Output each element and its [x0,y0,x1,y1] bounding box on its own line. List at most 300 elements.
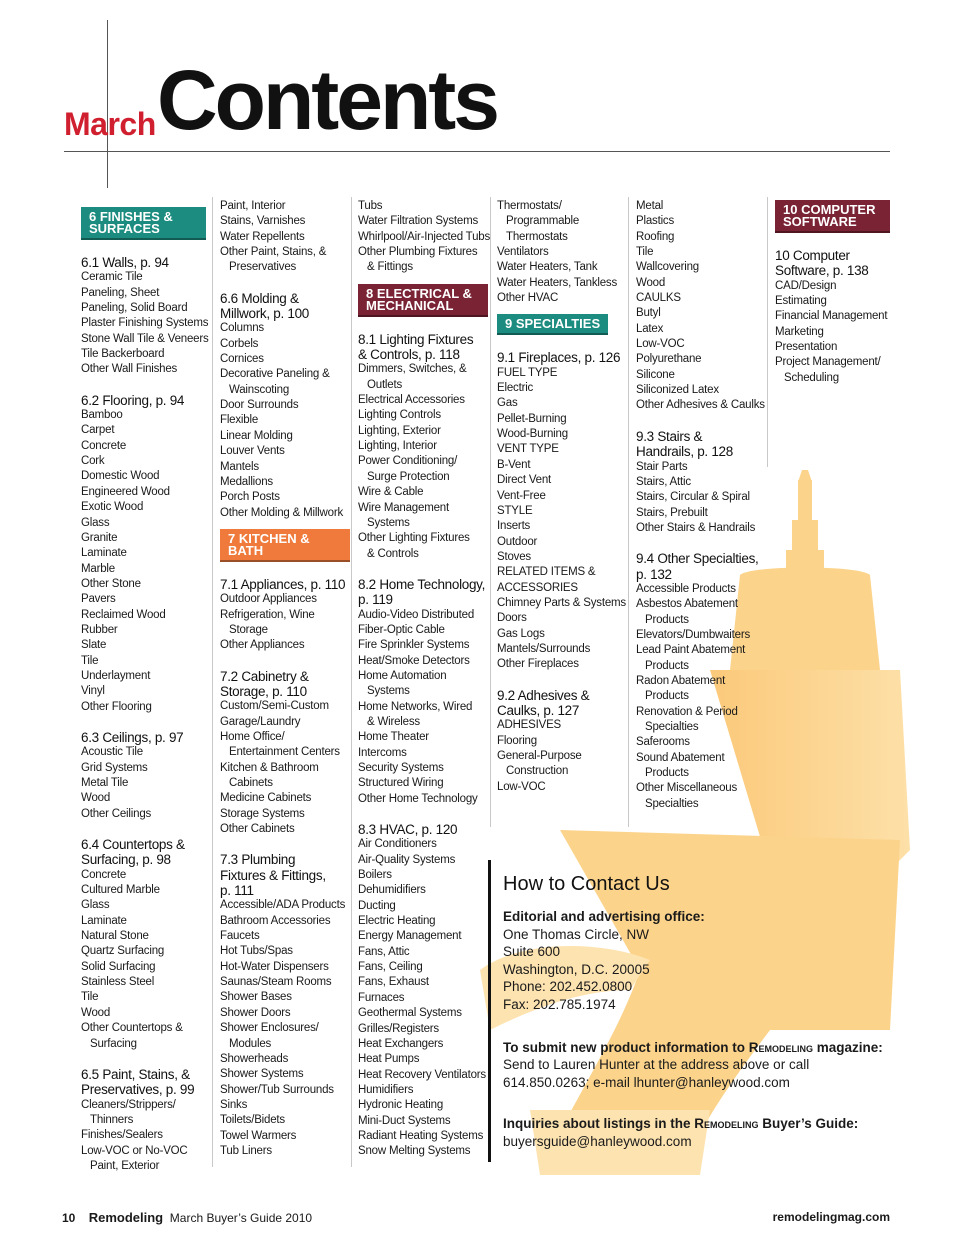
contents-item: Stairs, Circular & Spiral [636,491,750,504]
section-heading: Preservatives, p. 99 [81,1082,195,1098]
contents-item: Roofing [636,230,675,243]
contents-item: Stoves [497,550,531,563]
contents-item: Specialties [645,797,699,810]
contents-item: Other Miscellaneous [636,782,738,795]
section-heading: 7.3 Plumbing [220,852,296,868]
inquiries-block [503,1115,888,1150]
contents-item: Custom/Semi-Custom [220,700,329,713]
contents-item: Air-Quality Systems [358,853,456,866]
contents-item: CAD/Design [775,279,837,292]
section-heading: 6.4 Countertops & [81,837,185,853]
spacer [497,306,627,314]
contents-item: Products [645,659,689,672]
contents-item: Flexible [220,414,259,427]
contents-item: Shower Bases [220,991,292,1004]
contents-item: Financial Management [775,310,888,323]
contents-item: Radiant Heating Systems [358,1129,484,1142]
contents-item: Tile [81,654,99,667]
contact-heading: How to Contact Us [503,873,670,895]
contents-item: Electrical Accessories [358,394,465,407]
contents-item: Modules [229,1037,272,1050]
contents-item: VENT TYPE [497,443,559,456]
contents-item: Corbels [220,337,259,350]
contents-item: Electric Heating [358,915,436,928]
contents-item: Vinyl [81,685,105,698]
section-heading: 8.2 Home Technology, [358,576,486,592]
contents-item: Bathroom Accessories [220,914,331,927]
contents-item: Concrete [81,439,127,452]
contents-item: Heat Recovery Ventilators [358,1068,486,1081]
footer-magazine-name: Remodeling [88,1210,164,1225]
contents-item: & Controls [367,547,419,560]
contents-item: Systems [367,516,410,529]
address-line: One Thomas Circle, NW [503,926,650,942]
contents-item: Solid Surfacing [81,960,156,973]
contents-item: Ventilators [497,246,549,259]
contents-item: Entertainment Centers [229,746,340,759]
footer-website-link[interactable]: remodelingmag.com [772,1210,890,1224]
contents-item: Stairs, Prebuilt [636,506,708,519]
contents-item: Tubs [358,200,383,212]
contents-item: Laminate [81,547,127,560]
office-address-block [503,908,888,1014]
contents-item: Silicone [636,368,675,381]
section-heading: 8.1 Lighting Fixtures [358,331,474,347]
contents-item: Other Wall Finishes [81,363,178,376]
contents-item: Mantels/Surrounds [497,642,591,655]
category-heading-wrapper [358,284,488,317]
contents-item: Fans, Ceiling [358,961,423,974]
section-heading: 6.3 Ceilings, p. 97 [81,729,184,745]
contents-item: Other Countertops & [81,1022,183,1035]
contents-item: Concrete [81,868,127,881]
brand-name: Remodeling [748,1039,813,1055]
submission-line: Send to Lauren Hunter at the address above or call [503,1057,810,1073]
contents-item: Air Conditioners [358,838,437,851]
submission-block [503,1039,888,1092]
contents-item: Hot-Water Dispensers [220,960,329,973]
contents-item: Paint, Exterior [90,1159,160,1172]
contents-item: Geothermal Systems [358,1007,462,1020]
contents-item: Porch Posts [220,491,280,504]
contents-item: Cornices [220,353,264,366]
header-vertical-rule [107,20,108,188]
inquiries-heading-text: Inquiries about listings in the [503,1116,695,1132]
section-heading: 9.2 Adhesives & [497,687,590,703]
column-divider [490,197,491,827]
contents-column-4 [497,199,627,795]
section-heading: p. 132 [636,566,672,582]
contents-item: Saunas/Steam Rooms [220,976,332,989]
contents-item: Renovation & Period [636,705,738,718]
inquiries-email-link[interactable]: buyersguide@hanleywood.com [503,1133,692,1149]
spacer [81,378,206,393]
contents-item: Rubber [81,623,118,636]
contents-item: Stone Wall Tile & Veneers [81,332,209,345]
contents-item: Glass [81,516,110,529]
contents-item: Radon Abatement [636,674,726,687]
contents-item: Scheduling [784,371,839,384]
contents-item: Programmable [506,215,580,228]
contents-item: Bamboo [81,409,123,422]
contents-item: & Fittings [367,261,413,274]
contents-item: Mantels [220,460,259,473]
address-line: Washington, D.C. 20005 [503,961,650,977]
contents-item: Faucets [220,930,260,943]
contents-item: Boilers [358,869,392,882]
brand-name: Remodeling [694,1116,759,1132]
contents-item: Thinners [90,1113,134,1126]
contents-item: Quartz Surfacing [81,945,165,958]
contents-item: Dehumidifiers [358,884,426,897]
contents-item: Asbestos Abatement [636,598,738,611]
contents-item: Stair Parts [636,460,688,473]
section-heading: p. 119 [358,592,393,608]
contents-item: Products [645,767,689,780]
contents-item: Sound Abatement [636,751,725,764]
contents-item: Construction [506,765,569,778]
contents-item: Project Management/ [775,356,881,369]
contents-item: Water Heaters, Tankless [497,276,618,289]
footer-left [62,1210,312,1225]
contents-item: Heat Exchangers [358,1037,444,1050]
contents-item: Outlets [367,378,403,391]
contents-item: Shower/Tub Surrounds [220,1083,334,1096]
category-heading-wrapper [775,200,890,233]
contents-item: Water Filtration Systems [358,215,479,228]
contents-item: Elevators/Dumbwaiters [636,628,751,641]
section-heading: Surfacing, p. 98 [81,852,171,868]
contact-info-box [488,860,888,1162]
contents-item: Products [645,613,689,626]
section-heading: Fixtures & Fittings, [220,867,326,883]
contents-item: Tub Liners [220,1144,272,1157]
column-divider [628,197,629,827]
contents-item: CAULKS [636,292,681,305]
contents-item: Medicine Cabinets [220,792,312,805]
contents-item: Fans, Exhaust [358,976,429,989]
contents-item: Home Office/ [220,730,285,743]
category-heading-wrapper [497,314,627,335]
contents-item: Siliconized Latex [636,384,719,397]
contents-column-3 [358,199,491,1160]
contents-item: Estimating [775,295,827,308]
contents-item: Underlayment [81,669,151,682]
spacer [358,317,488,332]
section-heading: Handrails, p. 128 [636,444,733,460]
section-heading: Caulks, p. 127 [497,702,580,718]
contents-item: B-Vent [497,458,531,471]
contents-item: Other Stairs & Handrails [636,521,756,534]
contents-item: Plaster Finishing Systems [81,317,209,330]
contents-item: Shower Doors [220,1006,291,1019]
inquiries-heading-suffix: Buyer’s Guide: [758,1116,859,1132]
contents-item: RELATED ITEMS & [497,566,596,579]
spacer [636,536,766,551]
contents-item: Cabinets [229,777,273,789]
contents-item: Accessible Products [636,582,736,595]
contents-item: Paneling, Solid Board [81,302,188,315]
contents-item: Wood [81,792,111,805]
contents-item: Furnaces [358,991,405,1004]
contents-item: Wallcovering [636,261,700,274]
contents-item: Doors [497,612,527,625]
section-heading: Software, p. 138 [775,263,869,279]
contents-item: Other Adhesives & Caulks [636,399,765,412]
contents-item: Wire & Cable [358,486,424,499]
contents-item: Showerheads [220,1052,289,1065]
contents-item: Door Surrounds [220,399,299,412]
section-heading: 10 Computer [775,248,850,263]
contents-item: Wainscoting [229,383,290,396]
contents-item: Other Paint, Stains, & [220,246,327,259]
address-line: Suite 600 [503,944,561,960]
spacer [220,276,350,291]
contents-item: Presentation [775,341,838,354]
contents-item: Other Lighting Fixtures [358,532,470,545]
contents-item: Toilets/Bidets [220,1114,285,1127]
footer-issue: March Buyer’s Guide 2010 [169,1211,313,1225]
contents-item: Grid Systems [81,761,148,774]
contents-item: Sinks [220,1098,248,1111]
category-heading: 9 SPECIALTIES [497,314,608,335]
contents-column-5 [636,199,766,812]
contents-item: Surge Protection [367,470,450,483]
header-month: March [64,106,156,142]
contents-item: Preservatives [229,261,297,274]
submission-heading-suffix: magazine: [813,1039,883,1055]
contents-item: Paneling, Sheet [81,286,160,299]
contents-item: Power Conditioning/ [358,455,458,468]
spacer [358,276,488,284]
spacer [636,414,766,429]
section-heading: Storage, p. 110 [220,683,307,699]
contents-item: Metal Tile [81,777,129,789]
contents-item: Cork [81,455,105,468]
contents-item: Lighting, Exterior [358,424,441,437]
spacer [497,673,627,688]
contents-item: Engineered Wood [81,485,170,498]
contents-item: Systems [367,685,410,698]
contents-item: Fiber-Optic Cable [358,623,445,636]
contents-item: Pellet-Burning [497,412,567,425]
contents-item: Other Stone [81,577,141,590]
spacer [220,562,350,577]
spacer [358,807,488,822]
contents-item: Water Heaters, Tank [497,261,598,274]
category-heading-wrapper [220,529,350,562]
contents-item: Products [645,690,689,703]
contents-item: Slate [81,639,107,652]
category-heading: 8 ELECTRICAL & MECHANICAL [358,284,488,317]
contents-item: Wire Management [358,501,449,514]
contents-item: ACCESSORIES [497,581,578,594]
column-divider [351,197,352,1167]
contents-item: Glass [81,899,110,912]
contents-item: Hot Tubs/Spas [220,945,293,958]
spacer [775,233,890,248]
contents-item: General-Purpose [497,750,582,762]
contents-item: Shower Enclosures/ [220,1022,319,1035]
contents-item: Tile [636,246,654,259]
office-label: Editorial and advertising office: [503,909,705,924]
contents-item: Grilles/Registers [358,1022,439,1035]
contents-item: Other Appliances [220,639,305,652]
contents-item: Other Molding & Millwork [220,506,344,519]
contents-column-1 [81,207,209,1174]
contents-item: Butyl [636,307,661,320]
contents-item: Other Home Technology [358,792,478,805]
phone-line: Phone: 202.452.0800 [503,979,633,995]
submission-line[interactable]: 614.850.0263; e-mail lhunter@hanleywood.com [503,1074,790,1090]
contents-item: Outdoor [497,535,538,548]
contents-item: Columns [220,322,264,335]
contents-item: Tile [81,991,99,1004]
category-heading: 10 COMPUTER SOFTWARE [775,200,890,233]
contents-item: Hydronic Heating [358,1099,444,1112]
section-heading: Millwork, p. 100 [220,306,309,322]
contents-item: Storage Systems [220,807,305,820]
contents-item: Linear Molding [220,429,293,442]
category-heading: 7 KITCHEN & BATH [220,529,350,562]
submission-heading [503,1039,888,1057]
contents-item: Electric [497,382,534,395]
spacer [220,521,350,529]
contents-item: Home Automation [358,669,447,682]
contents-item: Other Ceilings [81,807,152,820]
contents-item: Flooring [497,734,537,747]
contents-item: Pavers [81,593,116,606]
contents-item: Low-VOC or No-VOC [81,1144,188,1157]
contents-item: Laminate [81,914,127,927]
contents-item: Fire Sprinkler Systems [358,639,470,652]
contents-item: Refrigeration, Wine [220,608,315,621]
contents-column-2 [220,199,350,1159]
contents-column-6 [775,200,890,386]
category-heading: 6 FINISHES & SURFACES [81,207,206,240]
contents-item: Thermostats [506,230,568,243]
contents-item: Surfacing [90,1037,137,1050]
contents-item: Gas Logs [497,627,545,640]
section-heading: & Controls, p. 118 [358,347,460,363]
section-heading: 7.2 Cabinetry & [220,668,309,684]
contents-item: Lighting, Interior [358,440,437,453]
contents-item: Mini-Duct Systems [358,1114,451,1127]
spacer [497,335,627,350]
section-heading: 9.1 Fireplaces, p. 126 [497,350,621,366]
contents-item: Medallions [220,475,273,488]
contents-item: Towel Warmers [220,1129,297,1142]
contents-item: Inserts [497,520,531,533]
contents-item: Marble [81,562,115,575]
section-heading: 7.1 Appliances, p. 110 [220,576,346,592]
contents-item: Wood-Burning [497,428,568,441]
contents-item: Marketing [775,325,824,338]
column-divider [212,197,213,1167]
contents-item: Other Flooring [81,700,152,713]
section-heading: 6.1 Walls, p. 94 [81,255,169,270]
contents-item: Storage [229,623,268,636]
contents-item: Kitchen & Bathroom [220,761,319,774]
contents-item: Ducting [358,899,396,912]
contents-item: Snow Melting Systems [358,1145,471,1158]
submission-heading-text: To submit new product information to [503,1039,749,1055]
contents-item: Specialties [645,721,699,733]
section-heading: 9.4 Other Specialties, [636,551,759,567]
contents-item: Plastics [636,215,675,228]
contents-item: Other HVAC [497,292,559,305]
contents-item: Paint, Interior [220,200,286,212]
contents-item: Low-VOC [636,338,685,351]
contents-item: STYLE [497,504,533,517]
page-title: Contents [157,53,497,147]
spacer [81,715,206,730]
page-number: 10 [62,1211,76,1225]
contents-item: Stainless Steel [81,976,155,989]
spacer [81,240,206,255]
contents-item: Cultured Marble [81,884,160,897]
contents-item: Fans, Attic [358,945,410,958]
contents-item: Exotic Wood [81,501,144,514]
contents-item: Accessible/ADA Products [220,899,346,912]
contents-item: Stairs, Attic [636,475,691,488]
contents-item: Finishes/Sealers [81,1129,163,1142]
contents-item: FUEL TYPE [497,366,558,379]
contents-item: Saferooms [636,736,690,749]
section-heading: 6.2 Flooring, p. 94 [81,392,185,408]
contents-item: Wood [636,276,666,289]
spacer [81,1052,206,1067]
contents-item: ADHESIVES [497,719,562,732]
contents-item: Garage/Laundry [220,715,301,728]
contents-item: Domestic Wood [81,470,160,483]
contents-item: Home Theater [358,731,429,744]
contents-item: & Wireless [367,715,420,728]
section-heading: p. 111 [220,883,254,899]
contents-item: Low-VOC [497,780,546,793]
contents-item: Security Systems [358,762,444,774]
contents-item: Stains, Varnishes [220,215,306,228]
header-horizontal-rule [64,151,890,152]
contents-item: Acoustic Tile [81,746,143,759]
contents-item: Audio-Video Distributed [358,608,475,621]
contents-item: Latex [636,322,664,335]
contents-item: Louver Vents [220,445,285,458]
column-divider [767,197,768,467]
contents-item: Energy Management [358,930,462,943]
contents-item: Lighting Controls [358,409,441,422]
contents-item: Intercoms [358,746,407,759]
spacer [81,822,206,837]
spacer [220,837,350,852]
category-heading-wrapper [81,207,206,240]
inquiries-heading [503,1115,888,1133]
contents-item: Water Repellents [220,230,305,243]
contents-item: Tile Backerboard [81,348,165,361]
contents-item: Thermostats/ [497,200,562,212]
section-heading: 8.3 HVAC, p. 120 [358,822,458,838]
spacer [220,654,350,669]
contents-item: Dimmers, Switches, & [358,363,467,376]
contents-item: Lead Paint Abatement [636,644,746,657]
contents-item: Reclaimed Wood [81,608,166,621]
contents-item: Home Networks, Wired [358,700,473,713]
spacer [358,562,488,577]
contents-item: Wood [81,1006,111,1019]
contents-item: Humidifiers [358,1083,414,1096]
contents-item: Natural Stone [81,930,149,943]
contents-item: Chimney Parts & Systems [497,596,626,609]
